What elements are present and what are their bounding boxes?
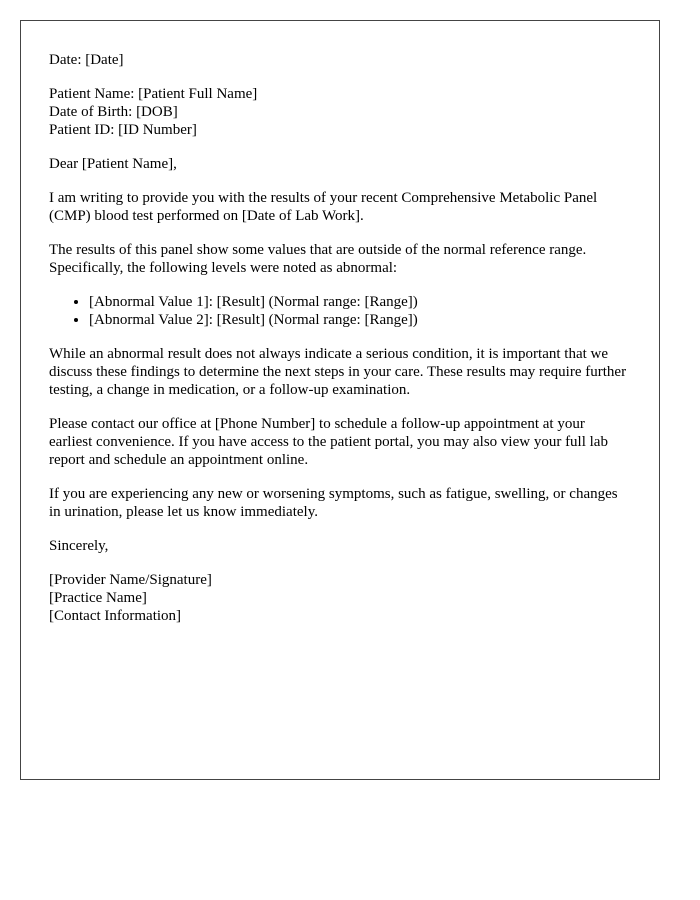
patient-name-line: Patient Name: [Patient Full Name] (49, 86, 258, 102)
contact-paragraph: Please contact our office at [Phone Number] to schedule a follow-up appointment at your earliest convenience. If you have access to the patient portal, you may also view your full lab report and schedule an appointment online. (49, 416, 608, 468)
symptoms-paragraph: If you are experiencing any new or worsening symptoms, such as fatigue, swelling, or changes in urination, please let us know immediately. (49, 486, 618, 520)
discussion-paragraph: While an abnormal result does not always indicate a serious condition, it is important that we discuss these findings to determine the next steps in your care. These results may require further testing, a change in medication, or a follow-up examination. (49, 346, 627, 398)
signature-block (49, 571, 631, 625)
contact-information: [Contact Information] (49, 608, 182, 624)
abnormal-value-item: • [Abnormal Value 1]: [Result] (Normal range: [Range]) (89, 293, 631, 311)
salutation: Dear [Patient Name], (49, 156, 177, 172)
patient-info-block (49, 85, 631, 139)
date-block (49, 51, 631, 69)
practice-name: [Practice Name] (49, 590, 147, 606)
closing-line: Sincerely, (49, 538, 109, 554)
patient-id-line: Patient ID: [ID Number] (49, 122, 197, 138)
abnormal-values-list (49, 293, 631, 329)
results-paragraph: The results of this panel show some values that are outside of the normal reference range. Specifically, the following levels were noted as abnormal: (49, 242, 587, 276)
intro-paragraph: I am writing to provide you with the results of your recent Comprehensive Metabolic Panel (CMP) blood test performed on [Date of Lab Work]. (49, 190, 598, 224)
abnormal-value-item: • [Abnormal Value 2]: [Result] (Normal range: [Range]) (89, 311, 631, 329)
letter-page (20, 20, 660, 780)
dob-line: Date of Birth: [DOB] (49, 104, 178, 120)
provider-name: [Provider Name/Signature] (49, 572, 212, 588)
date-line: Date: [Date] (49, 52, 124, 68)
